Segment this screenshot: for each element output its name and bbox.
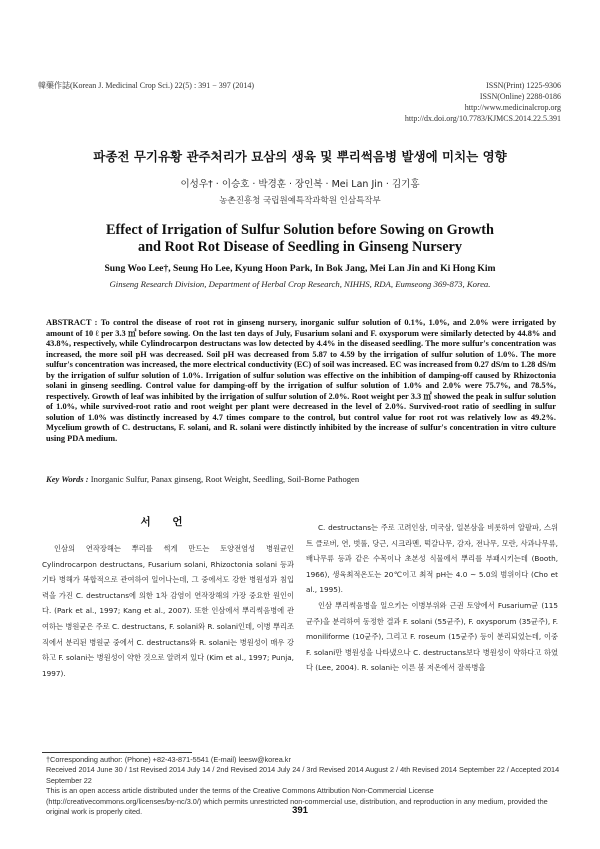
journal-reference: 韓藥作誌(Korean J. Medicinal Crop Sci.) 22(5) : 391 − 397 (2014)	[38, 81, 255, 90]
issn-block	[405, 80, 561, 124]
corresponding-author: †Corresponding author: (Phone) +82-43-871-5541 (E-mail) leesw@korea.kr	[46, 755, 291, 764]
body-column-left	[42, 541, 294, 681]
keywords-label: Key Words :	[46, 474, 89, 484]
korean-authors: 이성우† · 이승호 · 박경훈 · 장인복 · Mei Lan Jin · 김기홍	[180, 179, 420, 190]
article-history: Received 2014 June 30 / 1st Revised 2014 July 14 / 2nd Revised 2014 July 24 / 3rd Revised 2014 August 2 / 4th Revised 2014 September 22 / Accepted 2014 September 22	[46, 765, 560, 785]
doi-link[interactable]: http://dx.doi.org/10.7783/KJMCS.2014.22.5.391	[404, 114, 561, 123]
paragraph: 인삼의 연작장해는 뿌리를 썩게 만드는 토양전염성 병원균인 Cylindrocarpon destructans, Fusarium solani, Rhizoctonia solani 등과 기타 병해가 복합적으로 관여하여 일어나는데, 그 중에서도 강한 병원성과 침입력을 가진 C. destructans에 의한 1차 감염이 연작장해의 가장 중요한 원인이다. (Park et al., 1997; Kang et al., 2007). 또한 인삼에서 뿌리썩음병에 관여하는 병원균은 주로 C. destructans, F. solani와 R. solani인데, 이병 뿌리조직에서 분리된 병원균 중에서 C. destructans와 R. solani는 병원성이 매우 강하고 F. solani는 병원성이 약한 것으로 알려져 있다 (Kim et al., 1997; Punja, 1997).	[42, 544, 294, 678]
issn-online: ISSN(Online) 2288-0186	[479, 92, 561, 101]
page-number: 391	[292, 805, 308, 816]
journal-url[interactable]: http://www.medicinalcrop.org	[464, 103, 561, 112]
english-authors: Sung Woo Lee†, Seung Ho Lee, Kyung Hoon Park, In Bok Jang, Mei Lan Jin and Ki Hong Kim	[104, 263, 496, 274]
issn-print: ISSN(Print) 1225-9306	[486, 81, 561, 90]
paragraph: 인삼 뿌리썩음병을 일으키는 이병부위와 근권 토양에서 Fusarium균 (115균주)을 분리하여 동정한 결과 F. solani (55균주), F. oxysporum (35균주), F. moniliforme (10균주), 그리고 F. roseum (15균주) 등이 분리되었는데, 이중 F. solani만 병원성을 나타냈으나 C. destructans보다 병원성이 약하다고 하였다 (Lee, 2004). R. solani는 이른 봄 저온에서 잘록병을	[306, 600, 558, 673]
footnote-divider	[42, 752, 192, 753]
korean-title: 파종전 무기유황 관주처리가 묘삼의 생육 및 뿌리썩음병 발생에 미치는 영향	[93, 149, 507, 164]
keywords-text: Inorganic Sulfur, Panax ginseng, Root Weight, Seedling, Soil-Borne Pathogen	[88, 474, 360, 484]
english-affiliation: Ginseng Research Division, Department of Herbal Crop Research, NIHHS, RDA, Eumseong 369-873, Korea.	[109, 279, 491, 289]
english-title	[0, 222, 600, 256]
korean-affiliation: 농촌진흥청 국립원예특작과학원 인삼특작부	[219, 196, 381, 206]
abstract: ABSTRACT : To control the disease of root rot in ginseng nursery, inorganic sulfur solution of 0.1%, 1.0%, and 2.0% were irrigated by amount of 10 ℓ per 3.3 ㎡ before sowing. On the last ten days of July, Fusarium solani and F. oxysporum were similarly detected by 44.8% and 43.8%, respectively, while Cylindrocarpon destructans was low detected by 4.4% in the diseased seedling. The more sulfur's concentration was increased, the more soil pH was decreased. Soil pH was decreased from 5.87 to 4.59 by the irrigation of sulfur solution of 1.0%. The more sulfur's concentration was increased, the more electrical conductivity (EC) of soil was increased. EC was increased from 0.27 dS/m to 1.28 dS/m by the irrigation of sulfur solution of 1.0%. Irrigation of sulfur solution was effective on the inhibition of damping-off caused by Rhizoctonia solani in ginseng seedling. Control value for damping-off by the irrigation of sulfur solution of 1.0% and 2.0% were 75.7%, and 78.5%, respectively. Growth of leaf was inhibited by the irrigation of sulfur solution of 2.0%. Root weight per 3.3 ㎡ showed the peak in sulfur solution of 1.0%, while survived-root ratio and root weight per plant were decreased in the level of 2.0%. Survived-root ratio of seedling in sulfur solution of 1.0% was distinctly increased by 4.7 times compare to the control, but control value for root rot was relatively low as 49.2%. Mycelium growth of C. destructans, F. solani, and R. solani were distinctly inhibited by the increase of sulfur's concentration in vitro culture using PDA medium.	[46, 318, 556, 444]
body-column-right	[306, 520, 558, 676]
license-statement: This is an open access article distributed under the terms of the Creative Commons Attribution Non-Commercial License (http://creativecommons.org/licenses/by-nc/3.0/) which permits unrestricted non-commercial use, distribution, and reproduction in any medium, provided the original work is properly cited.	[46, 786, 548, 817]
keywords	[46, 474, 556, 484]
english-title-line2: and Root Rot Disease of Seedling in Ginseng Nursery	[137, 239, 463, 255]
section-heading-introduction: 서 언	[140, 516, 192, 528]
paragraph: C. destructans는 주로 고려인삼, 미국삼, 일본삼을 비롯하여 알팔파, 스위트 클로버, 연, 벗풀, 당근, 시크라멘, 떡갈나무, 감자, 전나무, 모란, 사과나무류, 배나무류 등과 같은 수목이나 초본성 식물에서 뿌리를 부패시키는데 (Booth, 1966), 생육최적온도는 20℃이고 최적 pH는 4.0 ~ 5.0의 범위이다 (Cho et al., 1995).	[306, 523, 558, 595]
english-title-line1: Effect of Irrigation of Sulfur Solution before Sowing on Growth	[105, 222, 494, 238]
